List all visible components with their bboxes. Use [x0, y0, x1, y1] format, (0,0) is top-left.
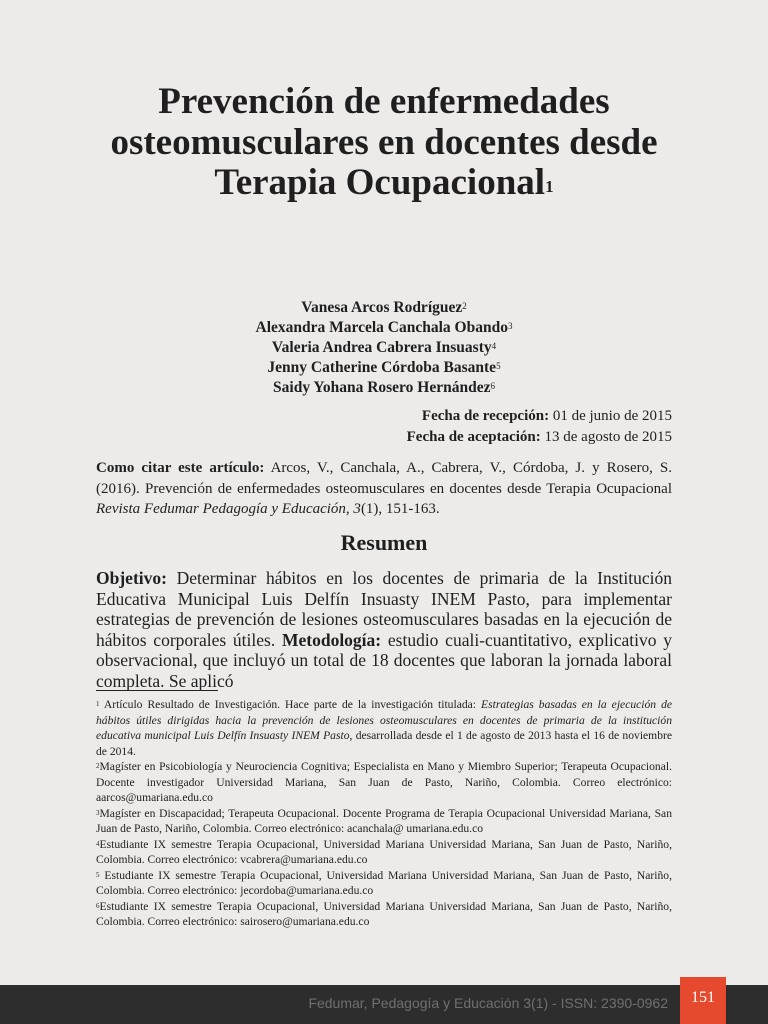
- accepted-value: 13 de agosto de 2015: [544, 429, 672, 445]
- footnote-number: 1: [96, 700, 100, 708]
- title-footnote-ref: 1: [545, 177, 554, 196]
- citation-journal: Revista Fedumar Pedagogía y Educación, 3: [96, 501, 361, 517]
- footnote-number: 6: [96, 901, 100, 910]
- footnote-number: 2: [96, 762, 100, 770]
- received-date: [407, 406, 672, 427]
- abstract-heading: Resumen: [340, 530, 428, 555]
- footnote: [96, 806, 672, 837]
- received-value: 01 de junio de 2015: [552, 408, 672, 424]
- article-title-text: Prevención de enfermedades osteomusculares en docentes desde Terapia Ocupacional: [110, 81, 658, 203]
- abstract-body: [96, 568, 672, 692]
- author: [100, 298, 668, 318]
- submission-dates: [407, 406, 672, 448]
- author-footnote-ref: 6: [490, 381, 495, 391]
- methodology-label: Metodología:: [281, 629, 382, 650]
- author: [100, 318, 668, 338]
- footnote: [96, 837, 672, 868]
- objective-text: Determinar hábitos en los docentes de primaria de la Institución Educativa Municipal Luis Delfín Insuasty INEM Pasto, para implementar estrategias de prevención de lesiones osteomusculares basadas en la ejecución de hábitos corporales útiles.: [96, 568, 672, 650]
- accepted-label: Fecha de aceptación:: [406, 429, 541, 445]
- citation-block: [96, 458, 672, 520]
- footnote: [96, 759, 672, 806]
- author-name: Valeria Andrea Cabrera Insuasty: [271, 339, 492, 356]
- footnote-divider: [96, 690, 218, 691]
- author-footnote-ref: 2: [462, 301, 467, 311]
- footnote-number: 5: [96, 870, 100, 879]
- footnote-text: Estudiante IX semestre Terapia Ocupacional, Universidad Mariana Universidad Mariana, San Juan de Pasto, Nariño, Colombia. Correo electrónico: jecordoba@umariana.edu.co: [96, 868, 672, 897]
- footnote-number: 3: [96, 808, 100, 817]
- author-footnote-ref: 4: [491, 341, 497, 351]
- objective-label: Objetivo:: [96, 568, 167, 588]
- author-footnote-ref: 3: [507, 321, 513, 331]
- author-footnote-ref: 5: [496, 361, 501, 371]
- footnote-text: Magíster en Discapacidad; Terapeuta Ocupacional. Docente Programa de Terapia Ocupacional Universidad Mariana, San Juan de Pasto, Nariño, Colombia. Correo electrónico: acanchala@ umariana.edu.co: [96, 806, 672, 835]
- received-label: Fecha de recepción:: [421, 408, 550, 424]
- footnote: [96, 899, 672, 930]
- author: [100, 358, 668, 378]
- author-name: Vanesa Arcos Rodríguez: [301, 299, 463, 316]
- footnote: [96, 868, 672, 899]
- footnote-text: Estudiante IX semestre Terapia Ocupacional, Universidad Mariana Universidad Mariana, San Juan de Pasto, Nariño, Colombia. Correo electrónico: sairosero@umariana.edu.co: [96, 899, 672, 928]
- article-title: [100, 82, 668, 204]
- page-number: 151: [680, 977, 726, 1024]
- author-list: [100, 298, 668, 398]
- footnote-number: 4: [96, 839, 100, 848]
- footnote-text: Artículo Resultado de Investigación. Hace parte de la investigación titulada:: [103, 698, 477, 711]
- author-name: Saidy Yohana Rosero Hernández: [273, 379, 491, 396]
- author: [100, 378, 668, 398]
- page-footer: [0, 985, 768, 1024]
- author: [100, 338, 668, 358]
- footnote-text: Magíster en Psicobiología y Neurociencia Cognitiva; Especialista en Mano y Miembro Superior; Terapeuta Ocupacional. Docente investigador Universidad Mariana, San Juan de Pasto, Nariño, Colombia. Correo electrónico: aarcos@umariana.edu.co: [96, 760, 672, 804]
- citation-label: Como citar este artículo:: [96, 460, 265, 476]
- footnote-text-end: , desarrollada desde el 1 de agosto de 2013 hasta el 16 de noviembre de 2014.: [96, 729, 673, 758]
- footer-journal-info: Fedumar, Pedagogía y Educación 3(1) - ISSN: 2390-0962: [308, 995, 668, 1011]
- accepted-date: [407, 427, 672, 448]
- footnotes: [96, 697, 672, 930]
- footnote-text: Estudiante IX semestre Terapia Ocupacional, Universidad Mariana Universidad Mariana, San Juan de Pasto, Nariño, Colombia. Correo electrónico: vcabrera@umariana.edu.co: [96, 837, 672, 866]
- footnote-italic-title: Estrategias basadas en la ejecución de hábitos útiles dirigidas hacia la prevención de lesiones osteomusculares en docentes de primaria de la institución educativa municipal Luis Delfín Insuasty INEM Pasto: [96, 698, 673, 742]
- footnote: [96, 697, 672, 759]
- author-name: Alexandra Marcela Canchala Obando: [255, 319, 508, 336]
- methodology-text: estudio cuali-cuantitativo, explicativo y observacional, que incluyó un total de 18 docentes que laboran la jornada laboral completa. Se aplicó: [96, 629, 672, 691]
- citation-text: Arcos, V., Canchala, A., Cabrera, V., Córdoba, J. y Rosero, S. (2016). Prevención de enfermedades osteomusculares en docentes desde Terapia Ocupacional: [96, 460, 673, 497]
- author-name: Jenny Catherine Córdoba Basante: [267, 359, 497, 376]
- citation-issue-pages: (1), 151-163.: [360, 501, 440, 517]
